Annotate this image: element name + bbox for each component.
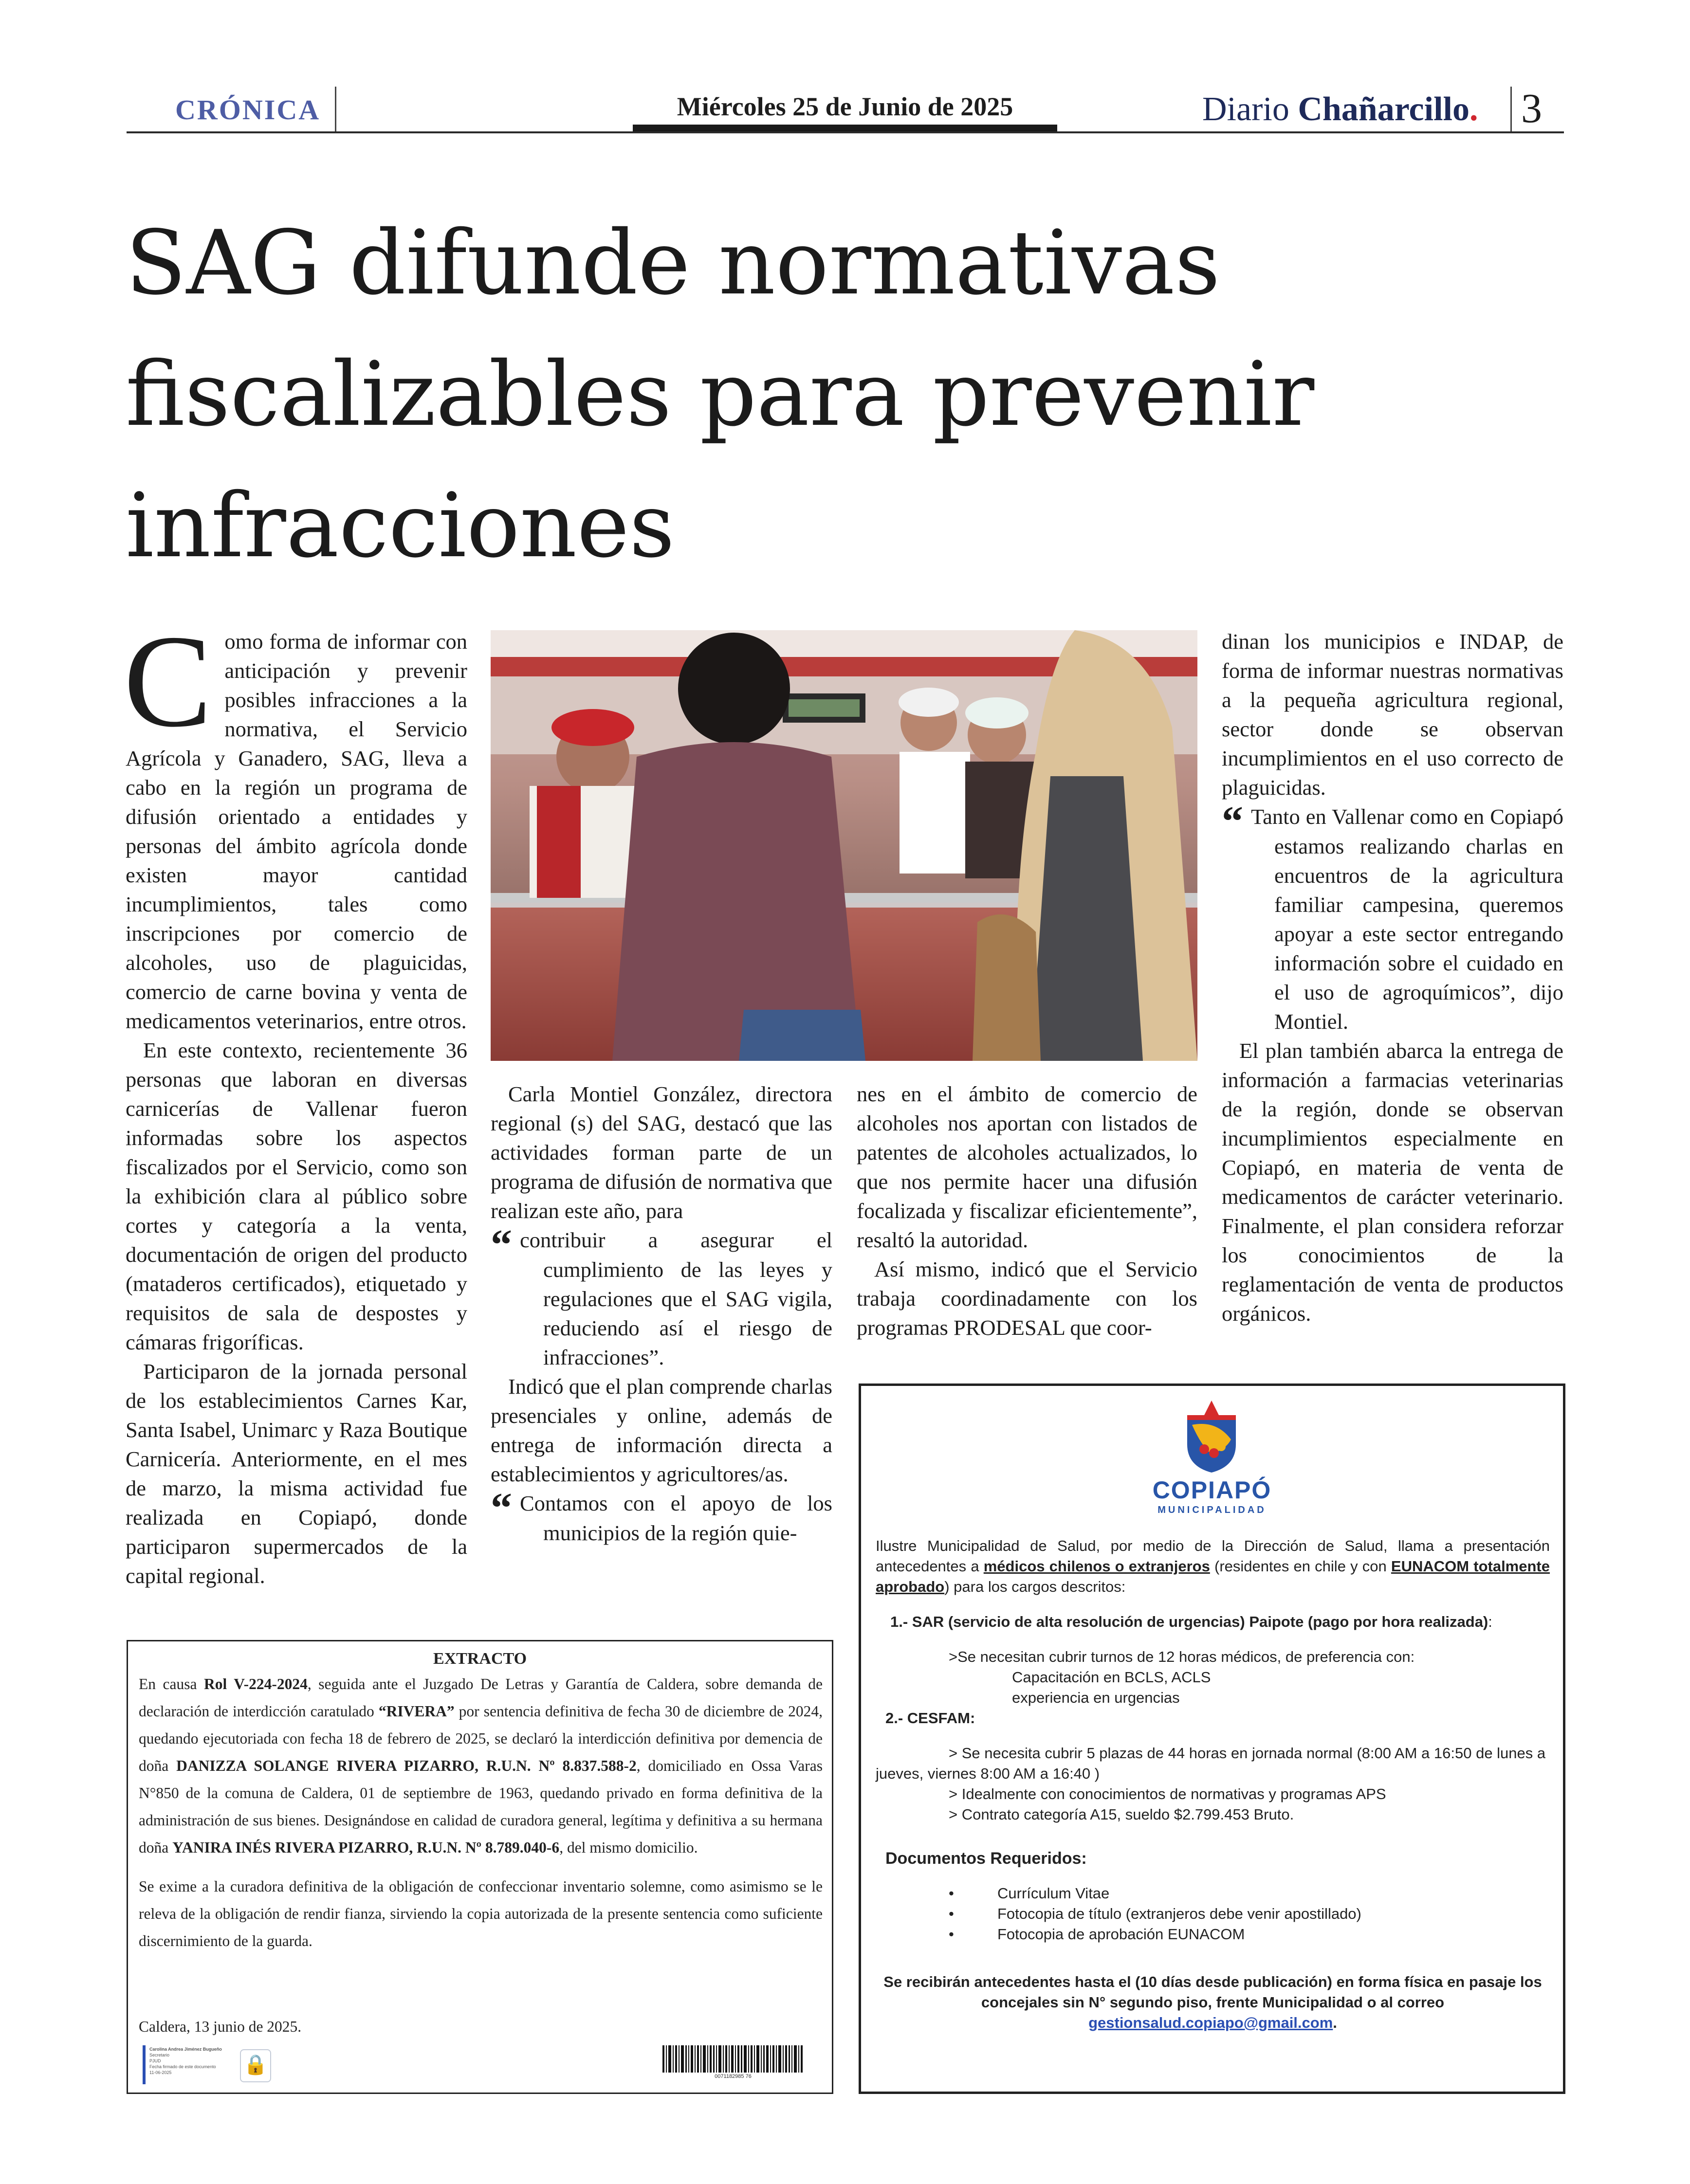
legal-notice-title: EXTRACTO [433, 1650, 527, 1668]
newspaper-name-prefix: Diario [1202, 91, 1298, 128]
article-photo-butcher-counter [491, 630, 1197, 1061]
barcode-code: 0071182985 76 [715, 2074, 752, 2079]
legal-text: por sentencia definitiva de fecha 30 de diciembre de 2024, quedando ejecutoriada con fecha 18 de febrero de 2025, se declaró la interdicción definitiva por demencia de doña [139, 1703, 823, 1774]
legal-notice-body [139, 1671, 823, 1966]
article-paragraph: Participaron de la jornada personal de los establecimientos Carnes Kar, Santa Isabel, Unimarc y Raza Boutique Carnicería. Anteriormente, en el mes de marzo, la misma actividad fue realizada en Copiapó, donde participaron supermercados de la capital regional. [126, 1359, 467, 1588]
ad-highlight: EUNACOM totalmente aprobado [876, 1558, 1550, 1595]
quote-mark-icon: “ [491, 1221, 512, 1269]
copiapo-logo-sub: MUNICIPALIDAD [1157, 1505, 1267, 1515]
barcode [662, 2045, 804, 2079]
advertisement-copiapo-municipalidad [859, 1383, 1565, 2094]
digital-signature-block [143, 2045, 269, 2084]
section-label: CRÓNICA [175, 94, 321, 126]
signature-bar [143, 2045, 146, 2084]
article-column-2 [491, 1079, 832, 1547]
ad-sar-line: Capacitación en BCLS, ACLS [1012, 1669, 1211, 1686]
article-paragraph [124, 608, 467, 1036]
ad-sar-line: experiencia en urgencias [1012, 1689, 1180, 1706]
article-paragraph: El plan también abarca la entrega de información a farmacias veterinarias de la región, donde se observan incumplimientos especialmente en Copiapó, en materia de venta de medicamentos de carácter veterinario. Finalmente, el plan considera reforzar los conocimientos de la reglamentación de venta de productos orgánicos. [1222, 1038, 1563, 1326]
article-column-3 [857, 1079, 1197, 1342]
ad-email-link[interactable]: gestionsalud.copiapo@gmail.com [1088, 2014, 1333, 2031]
ad-intro [876, 1536, 1550, 1597]
paragraph-text: omo forma de informar con anticipación y prevenir posibles infracciones a la normativa, el Servicio Agrícola y Ganadero, SAG, lleva a cabo en la región un programa de difusión orientado a entidades y personas del ámbito agrícola donde existen mayor cantidad incumplimientos, tales como inscripciones por comercio de alcoholes, uso de plaguicidas, comercio de carne bovina y venta de medicamentos veterinarios, entre otros. [126, 629, 467, 1033]
ad-footer-text: Se recibirán antecedentes hasta el (10 días desde publicación) en forma física en pasaje los concejales sin N° segundo piso, frente Municipalidad o al correo [883, 1973, 1542, 2011]
legal-text: , domiciliado en Ossa Varas N°850 de la comuna de Caldera, 01 de septiembre de 1963, quedando privado en forma definitiva de la administración de sus bienes. Designándose en calidad de curadora general, legítima y definitiva a su hermana doña [139, 1757, 823, 1856]
article-paragraph: nes en el ámbito de comercio de alcoholes nos aportan con listados de patentes de alcoholes actualizados, lo que nos permite hacer una difusión focalizada y fiscalizar eficientemente”, resaltó la autoridad. [857, 1082, 1197, 1252]
lock-icon: 🔒 [240, 2049, 271, 2082]
ad-cesfam-line: > Se necesita cubrir 5 plazas de 44 horas en jornada normal (8:00 AM a 16:50 de lunes a jueves, viernes 8:00 AM a 16:40 ) [876, 1745, 1546, 1782]
ad-docs-list [876, 1883, 1550, 1945]
legal-case-number: Rol V-224-2024 [204, 1675, 308, 1693]
ad-docs-title: Documentos Requeridos: [885, 1849, 1087, 1868]
legal-caratula: “RIVERA” [378, 1703, 455, 1720]
header-rule [127, 131, 1564, 133]
ad-doc-item [949, 1883, 1550, 1904]
copiapo-logo-name: COPIAPÓ [1152, 1476, 1272, 1504]
ad-text: (residentes en chile y con [1210, 1558, 1391, 1575]
ad-footer-dot: . [1333, 2014, 1337, 2031]
ad-text: Ilustre Municipalidad de Salud, por medio de la Dirección de Salud, llama a presentación antecedentes a [876, 1537, 1550, 1575]
quote-text: Contamos con el apoyo de los municipios de la región quie- [520, 1491, 832, 1545]
ad-doc-text: Fotocopia de aprobación EUNACOM [997, 1926, 1245, 1943]
signature-role: Secretario [149, 2053, 170, 2057]
page-number: 3 [1521, 85, 1542, 131]
section-divider [335, 87, 336, 133]
ad-sar-title [876, 1612, 1550, 1632]
ad-doc-text: Currículum Vitae [997, 1885, 1110, 1902]
quote-mark-icon: “ [1222, 798, 1243, 845]
signature-extra: Fecha firmado de este documento [149, 2064, 216, 2069]
article-column-4 [1222, 627, 1563, 1328]
article-paragraph: Carla Montiel González, directora regional (s) del SAG, destacó que las actividades forman parte de un programa de difusión de normativa que realizan este año, para [491, 1082, 832, 1223]
bullet-icon: • [949, 1926, 954, 1943]
bullet-icon: • [949, 1885, 954, 1902]
ad-text: : [1488, 1613, 1492, 1630]
ad-highlight: médicos chilenos o extranjeros [983, 1558, 1210, 1575]
legal-notice-extracto [127, 1640, 833, 2094]
ad-text: ) para los cargos descritos: [944, 1578, 1126, 1595]
copiapo-logo [1173, 1401, 1250, 1474]
legal-text: , seguida ante el Juzgado De Letras y Garantía de Caldera, sobre demanda de declaración de interdicción caratulado [139, 1675, 823, 1720]
ad-footer [876, 1972, 1550, 2033]
newspaper-name-bold: Chañarcillo [1298, 91, 1470, 128]
ad-cesfam-line: > Contrato categoría A15, sueldo $2.799.453 Bruto. [949, 1806, 1294, 1823]
article-quote-paragraph [491, 1221, 832, 1372]
bullet-icon: • [949, 1905, 954, 1922]
article-paragraph: dinan los municipios e INDAP, de forma de informar nuestras normativas a la pequeña agricultura regional, sector donde se observan incumplimientos en el uso correcto de plaguicidas. [1222, 629, 1563, 800]
drop-cap: C [124, 608, 212, 754]
ad-doc-text: Fotocopia de título (extranjeros debe venir apostillado) [997, 1905, 1361, 1922]
legal-text: En causa [139, 1675, 204, 1693]
page-number-divider [1510, 87, 1512, 133]
signature-name: Carolina Andrea Jiménez Bugueño [149, 2047, 222, 2052]
ad-cesfam-title: 2.- CESFAM: [885, 1710, 975, 1727]
signature-court: PJUD [149, 2058, 161, 2063]
legal-text: , del mismo domicilio. [559, 1839, 698, 1856]
article-quote-paragraph [491, 1485, 832, 1547]
issue-date: Miércoles 25 de Junio de 2025 [677, 92, 1013, 121]
quote-text: contribuir a asegurar el cumplimiento de las leyes y regulaciones que el SAG vigila, reduciendo así el riesgo de infracciones”. [520, 1228, 832, 1369]
article-paragraph: Así mismo, indicó que el Servicio trabaja coordinadamente con los programas PRODESAL que coor- [857, 1257, 1197, 1340]
newspaper-name [1202, 90, 1478, 129]
ad-doc-item [949, 1924, 1550, 1945]
article-paragraph: Indicó que el plan comprende charlas presenciales y online, además de entrega de información directa a establecimientos y agricultores/as. [491, 1374, 832, 1486]
quote-text: Tanto en Vallenar como en Copiapó estamos realizando charlas en encuentros de la agricultura familiar campesina, queremos apoyar a este sector entregando información sobre el cuidado en el uso de agroquímicos”, dijo Montiel. [1251, 804, 1563, 1034]
ad-doc-item [949, 1904, 1550, 1924]
quote-mark-icon: “ [491, 1485, 512, 1532]
article-headline: SAG difunde normativas fiscalizables para prevenir infracciones [126, 211, 1315, 577]
article-quote-paragraph [1222, 798, 1563, 1036]
newspaper-name-dot: . [1469, 91, 1478, 128]
legal-paragraph: Se exime a la curadora definitiva de la obligación de confeccionar inventario solemne, como asimismo se le releva de la obligación de rendir fianza, sirviendo la copia autorizada de la presente sentencia como suficiente discernimiento de la guarda. [139, 1878, 823, 1949]
legal-notice-date: Caldera, 13 junio de 2025. [139, 2018, 302, 2035]
ad-body [876, 1536, 1550, 2033]
legal-interdicted-name: DANIZZA SOLANGE RIVERA PIZARRO, R.U.N. Nº 8.837.588-2 [176, 1757, 637, 1774]
article-column-1 [124, 608, 467, 1590]
ad-sar-title-text: 1.- SAR (servicio de alta resolución de urgencias) Paipote (pago por hora realizada) [890, 1613, 1488, 1630]
article-paragraph: En este contexto, recientemente 36 personas que laboran en diversas carnicerías de Vallenar fueron informadas sobre los aspectos fiscalizados por el Servicio, como son la exhibición clara al público sobre cortes y categoría a la venta, documentación de origen del producto (mataderos certificados), etiquetado y requisitos de sala de despostes y cámaras frigoríficas. [126, 1038, 467, 1354]
ad-sar-line: >Se necesitan cubrir turnos de 12 horas médicos, de preferencia con: [949, 1648, 1415, 1665]
copiapo-crest-icon [1173, 1401, 1250, 1474]
signature-date: 11-06-2025 [149, 2070, 172, 2075]
legal-curator-name: YANIRA INÉS RIVERA PIZARRO, R.U.N. Nº 8.789.040-6 [172, 1839, 560, 1856]
ad-cesfam-line: > Idealmente con conocimientos de normativas y programas APS [949, 1785, 1386, 1802]
legal-paragraph [139, 1671, 823, 1861]
